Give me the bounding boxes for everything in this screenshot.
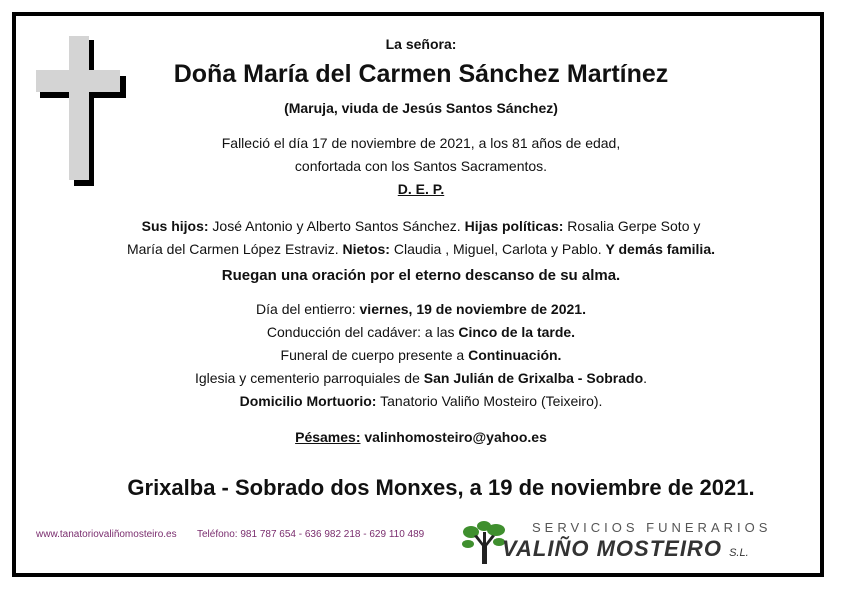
service-value: Continuación.	[468, 347, 562, 363]
logo-tagline: SERVICIOS FUNERARIOS	[532, 520, 772, 535]
condolences-email[interactable]: valinhomosteiro@yahoo.es	[364, 429, 547, 445]
logo-wordmark	[502, 536, 749, 562]
intro-text: La señora:	[385, 36, 457, 52]
burial-line	[0, 301, 842, 317]
website-link[interactable]: www.tanatoriovaliñomosteiro.es	[36, 529, 177, 540]
home-value: Tanatorio Valiño Mosteiro (Teixeiro).	[380, 393, 603, 409]
church-end: .	[643, 370, 648, 386]
grandchildren-label: Nietos:	[342, 241, 390, 257]
service-line	[0, 347, 842, 363]
condolences-label: Pésames:	[295, 429, 361, 445]
church-label: Iglesia y cementerio parroquiales de	[194, 370, 420, 386]
in-laws-label: Hijas políticas:	[464, 218, 564, 234]
prayer-text: Ruegan una oración por el eterno descanso de su alma.	[221, 267, 621, 284]
home-label: Domicilio Mortuorio:	[239, 393, 377, 409]
deceased-alias: (Maruja, viuda de Jesús Santos Sánchez)	[284, 100, 558, 116]
death-line-2: confortada con los Santos Sacramentos.	[294, 158, 548, 174]
dep-text: D. E. P.	[397, 181, 445, 197]
company-logo	[462, 518, 812, 566]
conduction-value-2: Cinco de la tarde.	[458, 324, 576, 340]
conduction-label: Conducción del cadáver:	[266, 324, 422, 340]
condolences-line	[0, 429, 842, 445]
service-label: Funeral de cuerpo presente a	[280, 347, 465, 363]
phone-numbers: Teléfono: 981 787 654 - 636 982 218 - 629 110 489	[197, 529, 425, 540]
tree-icon	[462, 518, 506, 564]
home-line	[0, 393, 842, 409]
logo-suffix: S.L.	[729, 547, 749, 559]
in-laws-names-1: Rosalia Gerpe Soto y	[567, 218, 701, 234]
death-line-1: Falleció el día 17 de noviembre de 2021, a los 81 años de edad,	[221, 135, 621, 151]
logo-name: VALIÑO MOSTEIRO	[502, 536, 722, 561]
burial-value: viernes, 19 de noviembre de 2021.	[359, 301, 586, 317]
church-line	[0, 370, 842, 386]
deceased-name: Doña María del Carmen Sánchez Martínez	[173, 60, 669, 88]
children-label: Sus hijos:	[141, 218, 209, 234]
conduction-line	[0, 324, 842, 340]
place-date: Grixalba - Sobrado dos Monxes, a 19 de noviembre de 2021.	[127, 475, 755, 500]
rest-of-family: Y demás familia.	[605, 241, 715, 257]
grandchildren-names: Claudia , Miguel, Carlota y Pablo.	[393, 241, 602, 257]
in-laws-names-2: María del Carmen López Estraviz.	[126, 241, 339, 257]
burial-label: Día del entierro:	[256, 301, 356, 317]
conduction-value-1: a las	[424, 324, 455, 340]
children-names: José Antonio y Alberto Santos Sánchez.	[212, 218, 461, 234]
family-line-1	[0, 218, 842, 234]
church-value: San Julián de Grixalba - Sobrado	[423, 370, 644, 386]
family-line-2	[0, 241, 842, 257]
